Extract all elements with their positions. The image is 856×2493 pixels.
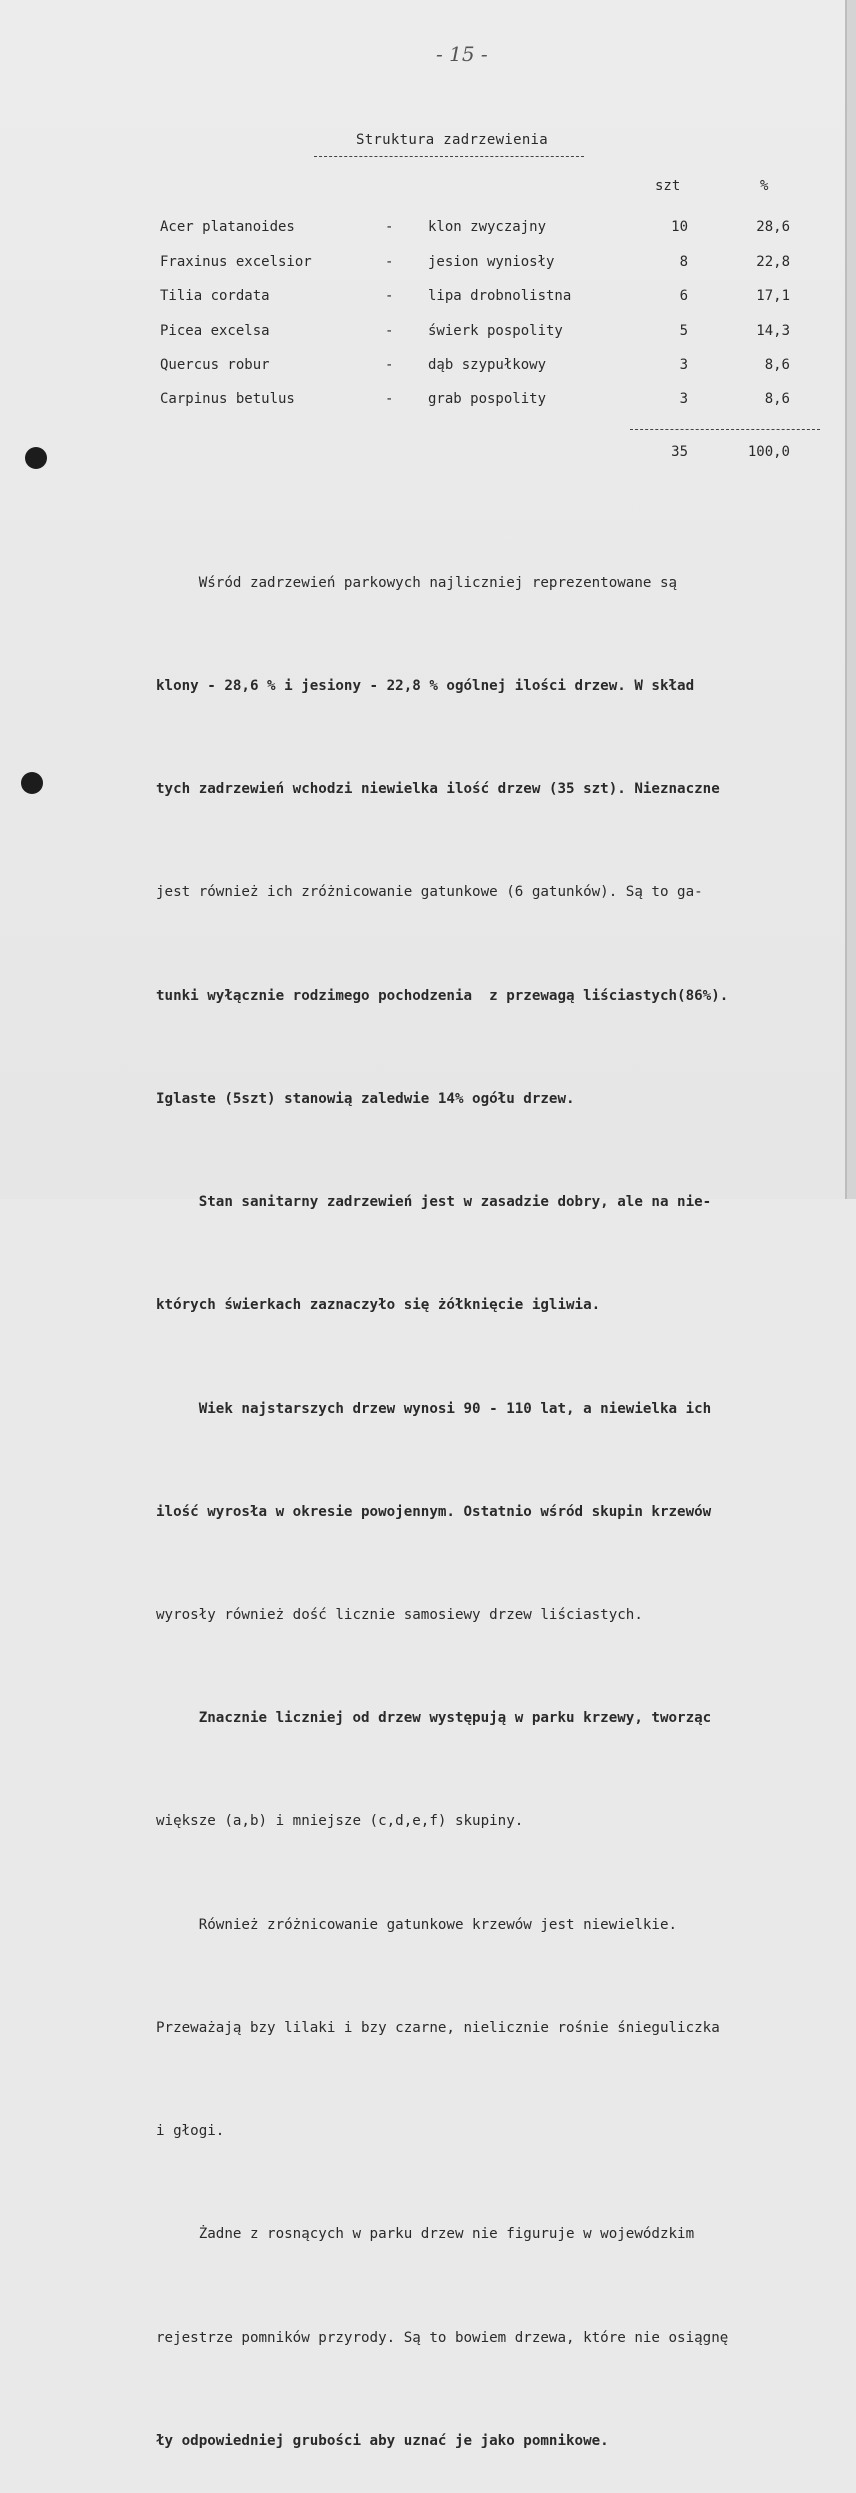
text-line: Iglaste (5szt) stanowią zaledwie 14% ogółu drzew.: [156, 1090, 575, 1107]
section-title: Struktura zadrzewienia: [355, 132, 549, 148]
column-header-szt: szt: [655, 178, 681, 194]
punch-hole-bottom: [21, 772, 43, 794]
text-line: większe (a,b) i mniejsze (c,d,e,f) skupiny.: [156, 1813, 524, 1830]
text-line: ilość wyrosła w okresie powojennym. Ostatnio wśród skupin krzewów: [156, 1503, 712, 1520]
text-line: klony - 28,6 % i jesiony - 22,8 % ogólnej ilości drzew. W skład: [156, 678, 695, 695]
count-cell: 5: [679, 323, 688, 339]
page-edge: [847, 0, 856, 1199]
percent-cell: 22,8: [756, 254, 790, 270]
latin-name: Quercus robur: [160, 357, 270, 373]
text-line: i głogi.: [156, 2123, 225, 2140]
text-line: tunki wyłącznie rodzimego pochodzenia z przewagą liściastych(86%).: [156, 987, 729, 1004]
dash: -: [385, 254, 394, 270]
page-number: - 15 -: [436, 42, 488, 66]
latin-name: Acer platanoides: [160, 219, 295, 235]
text-line: rejestrze pomników przyrody. Są to bowiem drzewa, które nie osiągnę: [156, 2329, 729, 2346]
text-line: Żadne z rosnących w parku drzew nie figuruje w wojewódzkim: [156, 2226, 695, 2243]
dash: -: [385, 323, 394, 339]
latin-name: Fraxinus excelsior: [160, 254, 312, 270]
percent-cell: 8,6: [764, 357, 790, 373]
text-line: ły odpowiedniej grubości aby uznać je jako pomnikowe.: [156, 2432, 609, 2449]
title-underline: [314, 156, 584, 157]
polish-name: jesion wyniosły: [428, 254, 555, 270]
text-line: jest również ich zróżnicowanie gatunkowe (6 gatunków). Są to ga-: [156, 884, 703, 901]
percent-cell: 28,6: [756, 219, 790, 235]
text-line: tych zadrzewień wchodzi niewielka ilość drzew (35 szt). Nieznaczne: [156, 781, 720, 798]
sum-rule: [630, 429, 820, 430]
text-line: Również zróżnicowanie gatunkowe krzewów jest niewielkie.: [156, 1916, 678, 1933]
text-line: Stan sanitarny zadrzewień jest w zasadzie dobry, ale na nie-: [156, 1194, 712, 1211]
total-count: 35: [671, 444, 688, 460]
polish-name: świerk pospolity: [428, 323, 563, 339]
percent-cell: 8,6: [764, 391, 790, 407]
dash: -: [385, 357, 394, 373]
count-cell: 6: [679, 288, 688, 304]
punch-hole-top: [25, 447, 47, 469]
polish-name: dąb szypułkowy: [428, 357, 547, 373]
percent-cell: 17,1: [756, 288, 790, 304]
text-line: których świerkach zaznaczyło się żółknięcie igliwia.: [156, 1297, 601, 1314]
text-line: Znacznie liczniej od drzew występują w parku krzewy, tworząc: [156, 1710, 712, 1727]
count-cell: 8: [679, 254, 688, 270]
percent-cell: 14,3: [756, 323, 790, 339]
polish-name: klon zwyczajny: [428, 219, 547, 235]
column-header-percent: %: [760, 178, 769, 194]
latin-name: Carpinus betulus: [160, 391, 295, 407]
count-cell: 3: [679, 357, 688, 373]
polish-name: lipa drobnolistna: [428, 288, 572, 304]
latin-name: Tilia cordata: [160, 288, 270, 304]
text-line: wyrosły również dość licznie samosiewy drzew liściastych.: [156, 1607, 643, 1623]
polish-name: grab pospolity: [428, 391, 547, 407]
total-percent: 100,0: [747, 444, 790, 460]
body-text: [156, 497, 846, 2493]
text-line: Wiek najstarszych drzew wynosi 90 - 110 lat, a niewielka ich: [156, 1400, 712, 1417]
text-line: Wśród zadrzewień parkowych najliczniej reprezentowane są: [156, 574, 678, 591]
dash: -: [385, 219, 394, 235]
dash: -: [385, 391, 394, 407]
dash: -: [385, 288, 394, 304]
latin-name: Picea excelsa: [160, 323, 270, 339]
text-line: Przeważają bzy lilaki i bzy czarne, nielicznie rośnie śnieguliczka: [156, 2019, 720, 2036]
count-cell: 10: [671, 219, 688, 235]
count-cell: 3: [679, 391, 688, 407]
